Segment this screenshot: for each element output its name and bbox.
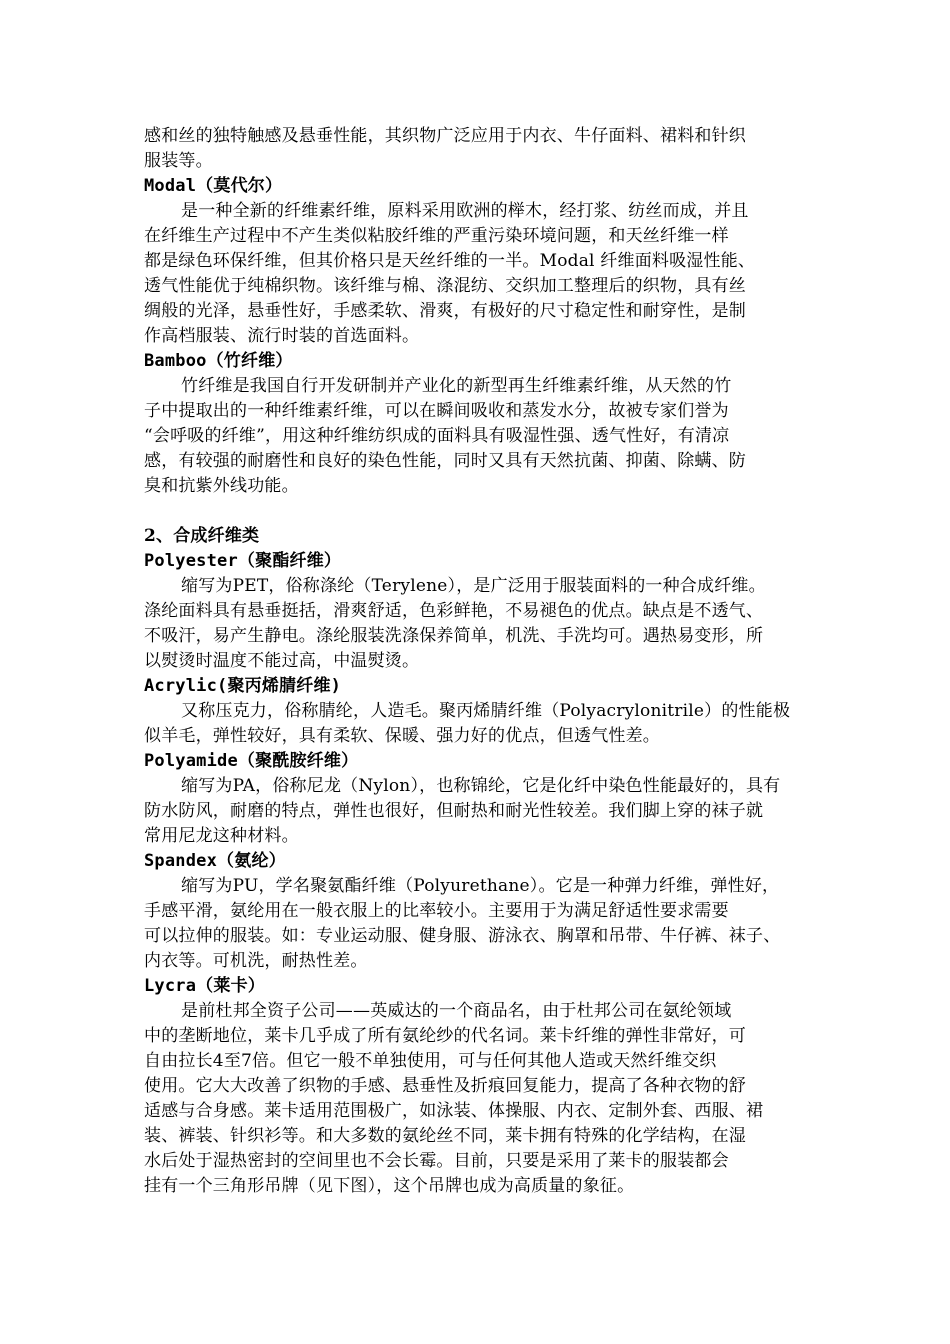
body-line: 适感与合身感。莱卡适用范围极广，如泳装、体操服、内衣、定制外套、西服、裙 [144,1101,764,1121]
body-line: 臭和抗紫外线功能。 [144,476,299,496]
body-line: 手感平滑，氨纶用在一般衣服上的比率较小。主要用于为满足舒适性要求需要 [144,901,729,921]
body-line: 感，有较强的耐磨性和良好的染色性能，同时又具有天然抗菌、抑菌、除螨、防 [144,451,746,471]
body-line: 可以拉伸的服装。如：专业运动服、健身服、游泳衣、胸罩和吊带、牛仔裤、袜子、 [144,926,781,946]
document-page [144,124,808,1199]
body-line: “会呼吸的纤维”，用这种纤维纺织成的面料具有吸湿性强、透气性好，有清凉 [144,426,730,446]
body-line: 作高档服装、流行时装的首选面料。 [144,326,420,346]
body-line: 都是绿色环保纤维，但其价格只是天丝纤维的一半。Modal 纤维面料吸湿性能、 [144,251,756,271]
body-line: 常用尼龙这种材料。 [144,826,299,846]
body-line: 挂有一个三角形吊牌（见下图），这个吊牌也成为高质量的象征。 [144,1176,635,1196]
body-line: 内衣等。可机洗，耐热性差。 [144,951,368,971]
paragraph-gap [144,499,808,524]
body-line: 防水防风，耐磨的特点，弹性也很好，但耐热和耐光性较差。我们脚上穿的袜子就 [144,801,764,821]
body-line: 缩写为PA，俗称尼龙（Nylon），也称锦纶，它是化纤中染色性能最好的，具有 [181,776,781,796]
body-line: 竹纤维是我国自行开发研制并产业化的新型再生纤维素纤维，从天然的竹 [181,376,732,396]
body-line: 中的垄断地位，莱卡几乎成了所有氨纶纱的代名词。莱卡纤维的弹性非常好，可 [144,1026,746,1046]
body-line: 是前杜邦全资子公司——英威达的一个商品名，由于杜邦公司在氨纶领域 [181,1001,732,1021]
body-line: 缩写为PU，学名聚氨酯纤维（Polyurethane）。它是一种弹力纤维，弹性好， [181,876,780,896]
section-heading-acrylic: Acrylic(聚丙烯腈纤维) [144,676,342,696]
body-line: 以熨烫时温度不能过高，中温熨烫。 [144,651,420,671]
body-line: 子中提取出的一种纤维素纤维，可以在瞬间吸收和蒸发水分，故被专家们誉为 [144,401,729,421]
body-line: 缩写为PET，俗称涤纶（Terylene），是广泛用于服装面料的一种合成纤维。 [181,576,766,596]
body-line: 透气性能优于纯棉织物。该纤维与棉、涤混纺、交织加工整理后的织物，具有丝 [144,276,746,296]
section-heading-polyamide: Polyamide（聚酰胺纤维） [144,751,359,771]
body-line: 绸般的光泽，悬垂性好，手感柔软、滑爽，有极好的尺寸稳定性和耐穿性，是制 [144,301,746,321]
body-line: 涤纶面料具有悬垂挺括，滑爽舒适，色彩鲜艳，不易褪色的优点。缺点是不透气、 [144,601,764,621]
section-heading-polyester: Polyester（聚酯纤维） [144,551,342,571]
body-line: 使用。它大大改善了织物的手感、悬垂性及折痕回复能力，提高了各种衣物的舒 [144,1076,746,1096]
body-line: 服装等。 [144,151,213,171]
body-line: 水后处于湿热密封的空间里也不会长霉。目前，只要是采用了莱卡的服装都会 [144,1151,729,1171]
body-line: 不吸汗，易产生静电。涤纶服装洗涤保养简单，机洗、手洗均可。遇热易变形，所 [144,626,764,646]
body-line: 在纤维生产过程中不产生类似粘胶纤维的严重污染环境问题，和天丝纤维一样 [144,226,729,246]
body-line: 自由拉长4至7倍。但它一般不单独使用，可与任何其他人造或天然纤维交织 [144,1051,717,1071]
section-heading-modal: Modal（莫代尔） [144,176,283,196]
body-line: 是一种全新的纤维素纤维，原料采用欧洲的榉木，经打浆、纺丝而成，并且 [181,201,749,221]
section-heading-bamboo: Bamboo（竹纤维） [144,351,293,371]
section-heading-lycra: Lycra（莱卡） [144,976,265,996]
section-heading-spandex: Spandex（氨纶） [144,851,286,871]
section-title-synthetic: 2、合成纤维类 [144,526,260,546]
body-line: 似羊毛，弹性较好，具有柔软、保暖、强力好的优点，但透气性差。 [144,726,660,746]
body-line: 又称压克力，俗称腈纶，人造毛。聚丙烯腈纤维（Polyacrylonitrile）的性能极 [181,701,791,721]
body-line: 装、裤装、针织衫等。和大多数的氨纶丝不同，莱卡拥有特殊的化学结构，在湿 [144,1126,746,1146]
body-line: 感和丝的独特触感及悬垂性能，其织物广泛应用于内衣、牛仔面料、裙料和针织 [144,126,746,146]
